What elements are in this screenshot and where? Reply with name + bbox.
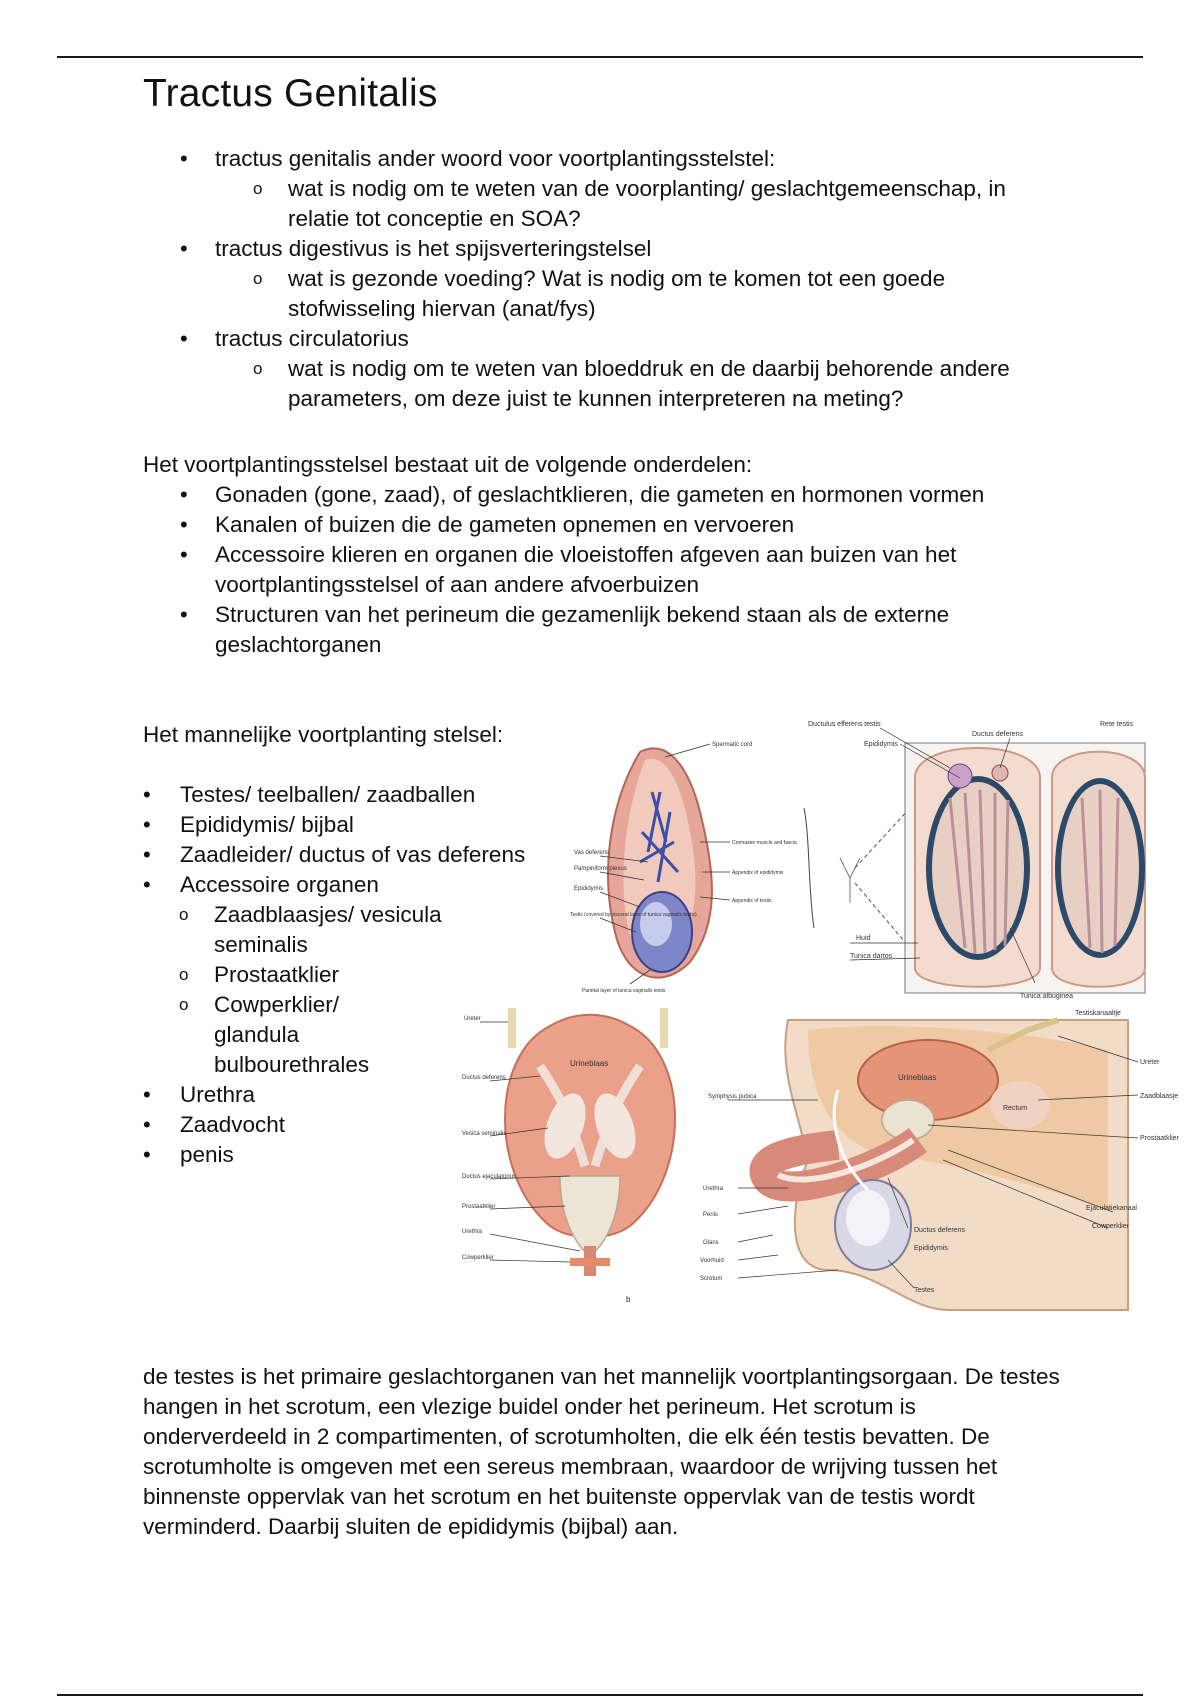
figure-label: Appendix of epididymis [732, 870, 784, 876]
figure-label: Ejaculatiekanaal [1086, 1205, 1137, 1212]
testis-side-figure [570, 732, 797, 1002]
figure-label: Vesica seminalis [462, 1131, 507, 1137]
list-item: • Kanalen of buizen die de gameten opnemen en vervoeren [143, 510, 1063, 540]
parts-heading: Het voortplantingsstelsel bestaat uit de volgende onderdelen: [143, 452, 753, 477]
scrotum-cross-section-figure [800, 718, 1145, 1018]
list-item: • tractus genitalis ander woord voor voortplantingsstelstel: [143, 144, 1063, 174]
list-item: • Zaadleider/ ductus of vas deferens [143, 840, 563, 870]
figure-label: Huid [856, 935, 871, 942]
figure-label: Cowperklier [462, 1255, 494, 1261]
list-item: • Structuren van het perineum die gezamenlijk bekend staan als de externe geslachtorganen [143, 600, 1063, 660]
figure-label: Urineblaas [570, 1059, 609, 1068]
figure-label: Testiskanaaltje [1075, 1010, 1121, 1017]
figure-label: Epididymis [574, 886, 604, 892]
figure-label: Tunica dartos [850, 953, 893, 960]
figure-label: Glans [703, 1240, 719, 1246]
parts-list [143, 480, 1063, 660]
figure-label: Penis [703, 1212, 719, 1218]
sub-list-item: o wat is gezonde voeding? Wat is nodig om te komen tot een goede stofwisseling hiervan (anat/fys) [143, 264, 1063, 324]
list-item: • tractus digestivus is het spijsverteringstelsel [143, 234, 1063, 264]
sub-list-item: o Zaadblaasjes/ vesicula seminalis [143, 900, 454, 960]
list-item: • Accessoire organen [143, 870, 563, 900]
figure-label: Cowperklier [1092, 1223, 1129, 1230]
figure-label: Cremaster muscle and fascia [732, 840, 797, 846]
sub-list-item: o wat is nodig om te weten van bloeddruk en de daarbij behorende andere parameters, om deze juist te kunnen interpreteren na meting? [143, 354, 1063, 414]
figure-label: Prostaatklier [462, 1204, 496, 1210]
list-item: • Epididymis/ bijbal [143, 810, 563, 840]
figure-label: Pampiniform plexus [574, 866, 627, 872]
figure-label: Ureter [464, 1016, 481, 1022]
figure-label: Ductus deferens [914, 1227, 965, 1234]
figure-label: Vas deferens [574, 850, 609, 856]
figure-label: Testis (covered by visceral layer of tunica vaginalis testis) [570, 912, 697, 918]
parts-section [143, 450, 1063, 660]
page-title: Tractus Genitalis [143, 72, 438, 115]
bottom-rule [57, 1694, 1143, 1696]
figure-label: Testes [914, 1287, 935, 1294]
intro-section [143, 144, 1063, 414]
list-item: • tractus circulatorius [143, 324, 1063, 354]
testes-paragraph: de testes is het primaire geslachtorganen van het mannelijk voortplantingsorgaan. De testes hangen in het scrotum, een vlezige buidel onder het perineum. Het scrotum is onderverdeeld in 2 compartimenten, of scrotumholten, die elk één testis bevatten. De scrotumholte is omgeven met een sereus membraan, waardoor de wrijving tussen het binnenste oppervlak van het scrotum en het buitenste oppervlak van de testis wordt verminderd. Daarbij sluiten de epididymis (bijbal) aan. [143, 1364, 1060, 1539]
figure-label: Zaadblaasje [1140, 1093, 1179, 1100]
bladder-prostate-figure [460, 1006, 725, 1306]
figure-label: Ductus ejaculatorius [462, 1174, 517, 1180]
figure-caption: b [626, 1295, 631, 1304]
figure-label: Epididymis [864, 741, 898, 748]
sub-list-item: o Cowperklier/ glandula bulbourethrales [143, 990, 414, 1080]
male-heading: Het mannelijke voortplanting stelsel: [143, 722, 504, 747]
list-item: • Accessoire klieren en organen die vloeistoffen afgeven aan buizen van het voortplantingsstelsel of aan andere afvoerbuizen [143, 540, 1063, 600]
list-item: • Zaadvocht [143, 1110, 563, 1140]
sagittal-section-figure [700, 1010, 1198, 1310]
figure-label: Urethra [462, 1229, 483, 1235]
figure-label: Appendix of testis [732, 898, 772, 904]
figure-label: Spermatic cord [712, 742, 753, 748]
figure-label: Parietal layer of tunica vaginalis testis [582, 988, 666, 994]
figure-label: Ductus deferens [972, 731, 1023, 738]
intro-list [143, 144, 1063, 414]
top-rule [57, 56, 1143, 58]
figure-label: Ductulus efferens testis [808, 721, 881, 728]
figure-label: Ductus deferens [462, 1075, 506, 1081]
figure-label: Tunica albuginea [1020, 993, 1074, 1000]
figure-label: Prostaatklier [1140, 1135, 1179, 1142]
list-item: • Testes/ teelballen/ zaadballen [143, 780, 563, 810]
figure-label: Urethra [703, 1186, 724, 1192]
figure-label: Ureter [1140, 1059, 1160, 1066]
figure-label: Epididymis [914, 1245, 948, 1252]
sub-list-item: o Prostaatklier [143, 960, 563, 990]
figure-label: Rectum [1003, 1105, 1028, 1112]
figure-label: Voorhuid [700, 1258, 724, 1264]
list-item: • penis [143, 1140, 563, 1170]
figure-label: Symphysis pubica [708, 1094, 757, 1100]
sub-list-item: o wat is nodig om te weten van de voorplanting/ geslachtgemeenschap, in relatie tot conceptie en SOA? [143, 174, 1063, 234]
figure-label: Scrotum [700, 1276, 723, 1282]
figure-label: Rete testis [1100, 721, 1134, 728]
list-item: • Gonaden (gone, zaad), of geslachtklieren, die gameten en hormonen vormen [143, 480, 1063, 510]
figure-label: Urineblaas [898, 1073, 937, 1082]
list-item: • Urethra [143, 1080, 563, 1110]
